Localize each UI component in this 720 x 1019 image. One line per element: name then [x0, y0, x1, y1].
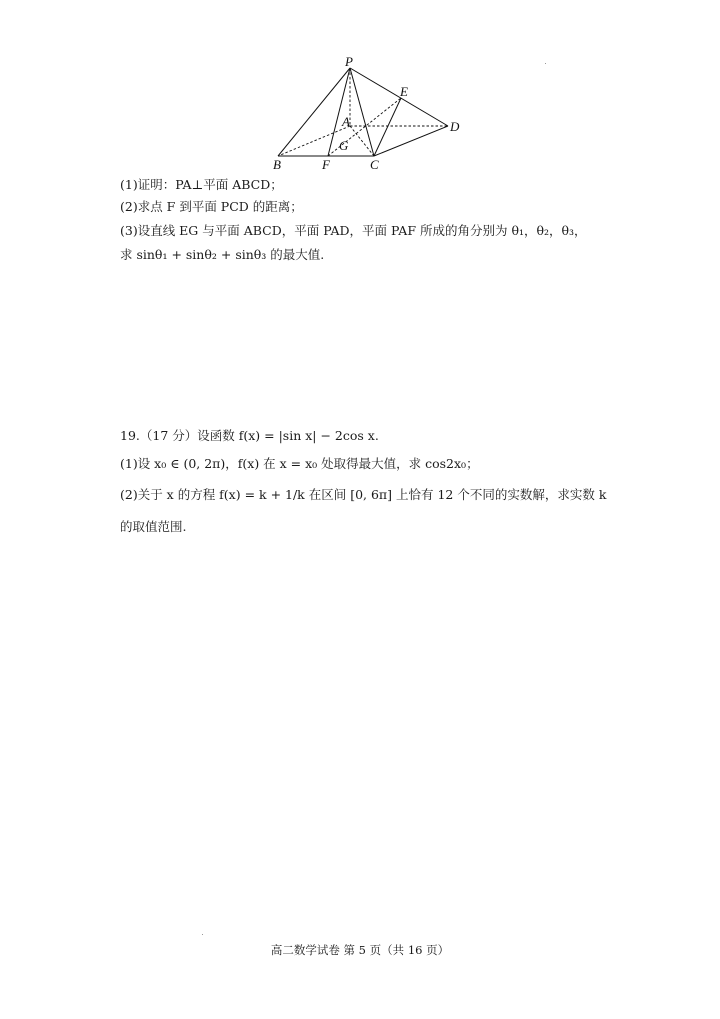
scan-speck: [202, 934, 203, 935]
q18-part2: (2)求点 F 到平面 PCD 的距离；: [120, 199, 303, 214]
q18-part3-line2: 求 sinθ₁ + sinθ₂ + sinθ₃ 的最大值.: [120, 247, 325, 262]
label-C: C: [370, 157, 379, 172]
label-B: B: [273, 157, 281, 172]
edge-PC: [350, 68, 374, 156]
label-A: A: [342, 114, 350, 129]
page-footer: 高二数学试卷 第 5 页（共 16 页）: [270, 943, 450, 957]
label-P: P: [345, 56, 353, 69]
q18-part1: (1)证明：PA⊥平面 ABCD；: [120, 177, 283, 192]
q18-part3-line1: (3)设直线 EG 与平面 ABCD，平面 PAD，平面 PAF 所成的角分别为 θ₁，θ₂，θ₃，: [120, 223, 587, 238]
edge-PD: [350, 68, 448, 126]
q19-part2-line1: (2)关于 x 的方程 f(x) = k + 1/k 在区间 [0, 6π] 上恰有 12 个不同的实数解，求实数 k: [120, 487, 607, 502]
label-D: D: [450, 119, 460, 134]
label-E: E: [400, 84, 408, 99]
edge-CE: [374, 98, 401, 156]
q19-part2-line2: 的取值范围.: [120, 519, 187, 534]
edge-CD: [374, 126, 448, 156]
q19-part1: (1)设 x₀ ∈ (0, 2π)，f(x) 在 x = x₀ 处取得最大值，求 cos2x₀；: [120, 456, 479, 471]
label-F: F: [322, 157, 330, 172]
q19-header: 19.（17 分）设函数 f(x) = |sin x| − 2cos x.: [120, 428, 379, 443]
pyramid-figure: [268, 56, 478, 174]
label-G: G: [339, 138, 349, 153]
scan-speck: [545, 63, 546, 64]
